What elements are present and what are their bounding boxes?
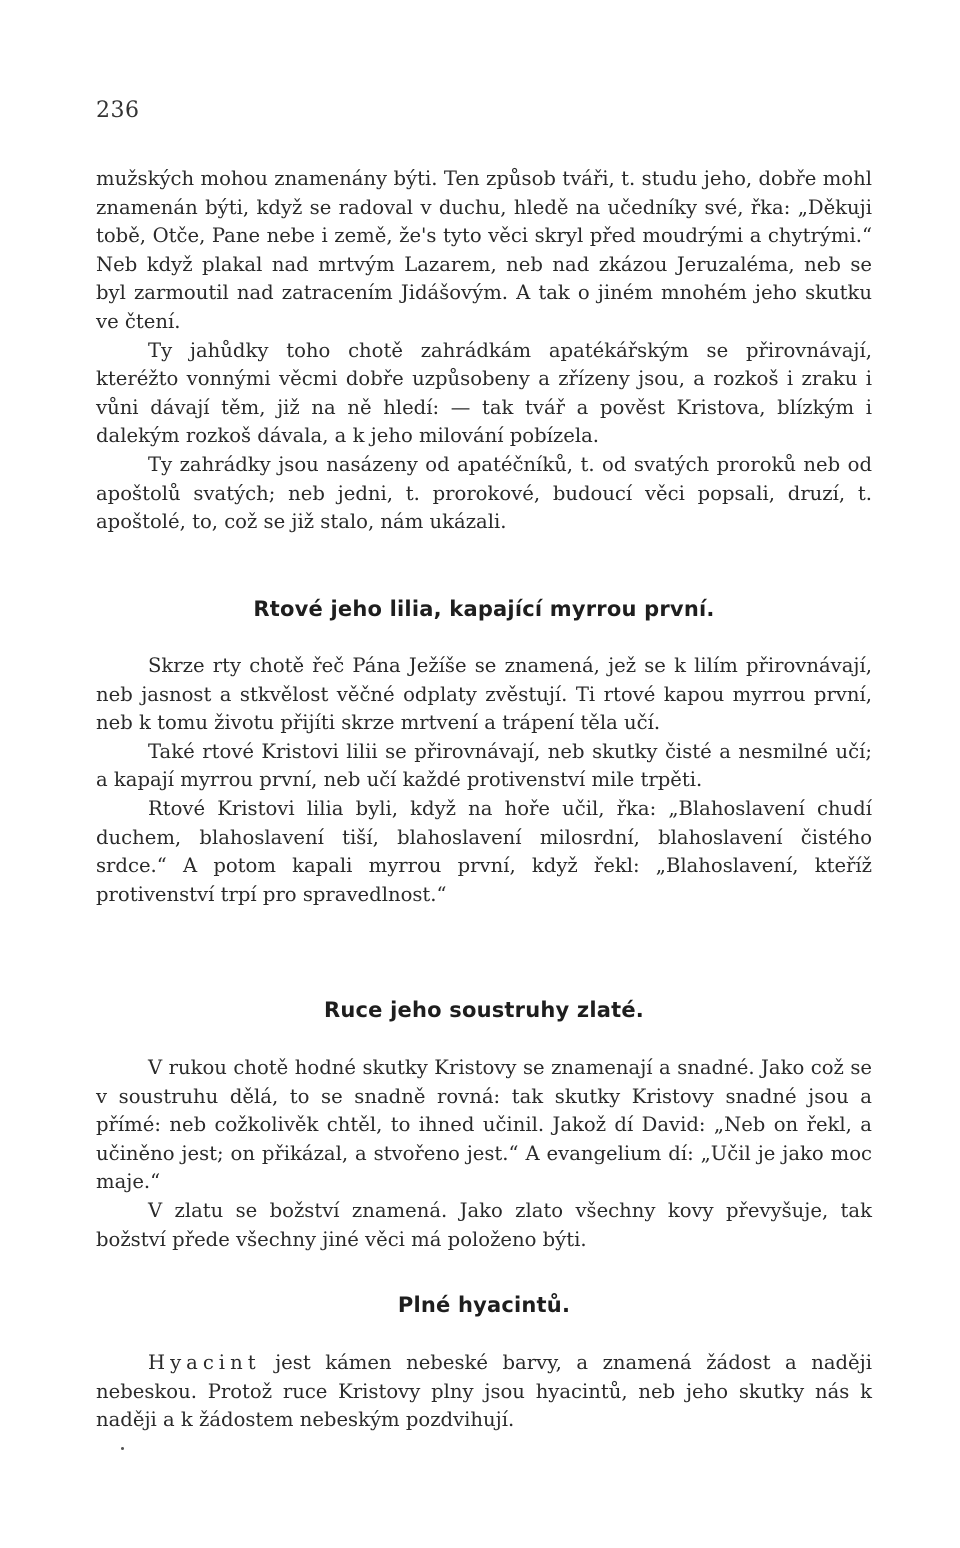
spaced-word: Hyacint: [148, 1351, 261, 1374]
paragraph: V rukou chotě hodné skutky Kristovy se znamenají a snadné. Jako což se v soustruhu dělá, to se snadně rovná: tak skutky Kristovy snadné jsou a přímé: neb cožkolivěk chtěl, to ihned učinil. Jakož dí David: „Neb on řekl, a učiněno jest; on přikázal, a stvořeno jest.“ A evangelium dí: „Učil je jako moc maje.“: [96, 1056, 872, 1194]
section-heading: Plné hyacintů.: [397, 1293, 571, 1317]
paragraph: mužských mohou znamenány býti. Ten způsob tváři, t. studu jeho, dobře mohl znamenán býti, když se radoval v duchu, hledě na učedníky své, řka: „Děkuji tobě, Otče, Pane nebe i země, že's tyto věci skryl před moudrými a chytrými.“ Neb když plakal nad mrtvým Lazarem, neb nad zkázou Jeruzaléma, neb se byl zarmoutil nad zatracením Jidášovým. A tak o jiném mnohém jeho skutku ve čtení.: [96, 167, 872, 333]
section-lilies-body: [96, 652, 872, 909]
section-lilies: [96, 597, 872, 621]
section-heading: Rtové jeho lilia, kapající myrrou první.: [253, 597, 715, 621]
page-number: 236: [96, 98, 140, 123]
section-hands-body: [96, 1054, 872, 1254]
paragraph: Ty jahůdky toho chotě zahrádkám apatékářským se přirovnávají, kteréžto vonnými věcmi dobře uzpůsobeny a zřízeny jsou, a rozkoš i zraku i vůni dávají těm, již na ně hledí: — tak tvář a pověst Kristova, blízkým i dalekým rozkoš dávala, a k jeho milování pobízela.: [96, 338, 872, 448]
intro-text: [96, 165, 872, 537]
paragraph: Ty zahrádky jsou nasázeny od apatéčníků, t. od svatých proroků neb od apoštolů svatých; neb jedni, t. prorokové, budoucí věci popsali, druzí, t. apoštolé, to, což se již stalo, nám ukázali.: [96, 452, 872, 534]
section-hyacinth-body: [96, 1349, 872, 1435]
paragraph: V zlatu se božství znamená. Jako zlato všechny kovy převyšuje, tak božství přede všechny jiné věci má položeno býti.: [96, 1198, 872, 1251]
paragraph: Rtové Kristovi lilia byli, když na hoře učil, řka: „Blahoslavení chudí duchem, blahoslavení tiší, blahoslavení milosrdní, blahoslavení čistého srdce.“ A potom kapali myrrou první, když řekl: „Blahoslavení, kteříž protivenství trpí pro spravedlnost.“: [96, 796, 872, 906]
paragraph-rest: jest kámen nebeské barvy, a znamená žádost a naději nebeskou. Protož ruce Kristovy plny jsou hyacintů, neb jeho skutky nás k naději a k žádostem nebeským pozdvihují.: [96, 1351, 872, 1432]
section-hyacinth: [96, 1293, 872, 1317]
section-hands: [96, 998, 872, 1022]
paragraph: [96, 1349, 872, 1435]
paragraph: Také rtové Kristovi lilii se přirovnávají, neb skutky čisté a nesmilné učí; a kapají myrrou první, neb učí každé protivenství mile trpěti.: [96, 739, 872, 792]
paragraph: Skrze rty chotě řeč Pána Ježíše se znamená, jež se k lilím přirovnávají, neb jasnost a stkvělost věčné odplaty zvěstují. Ti rtové kapou myrrou první, neb k tomu životu přijíti skrze mrtvení a trápení těla učí.: [96, 654, 872, 735]
print-speck: [121, 1447, 124, 1450]
section-heading: Ruce jeho soustruhy zlaté.: [324, 998, 644, 1022]
